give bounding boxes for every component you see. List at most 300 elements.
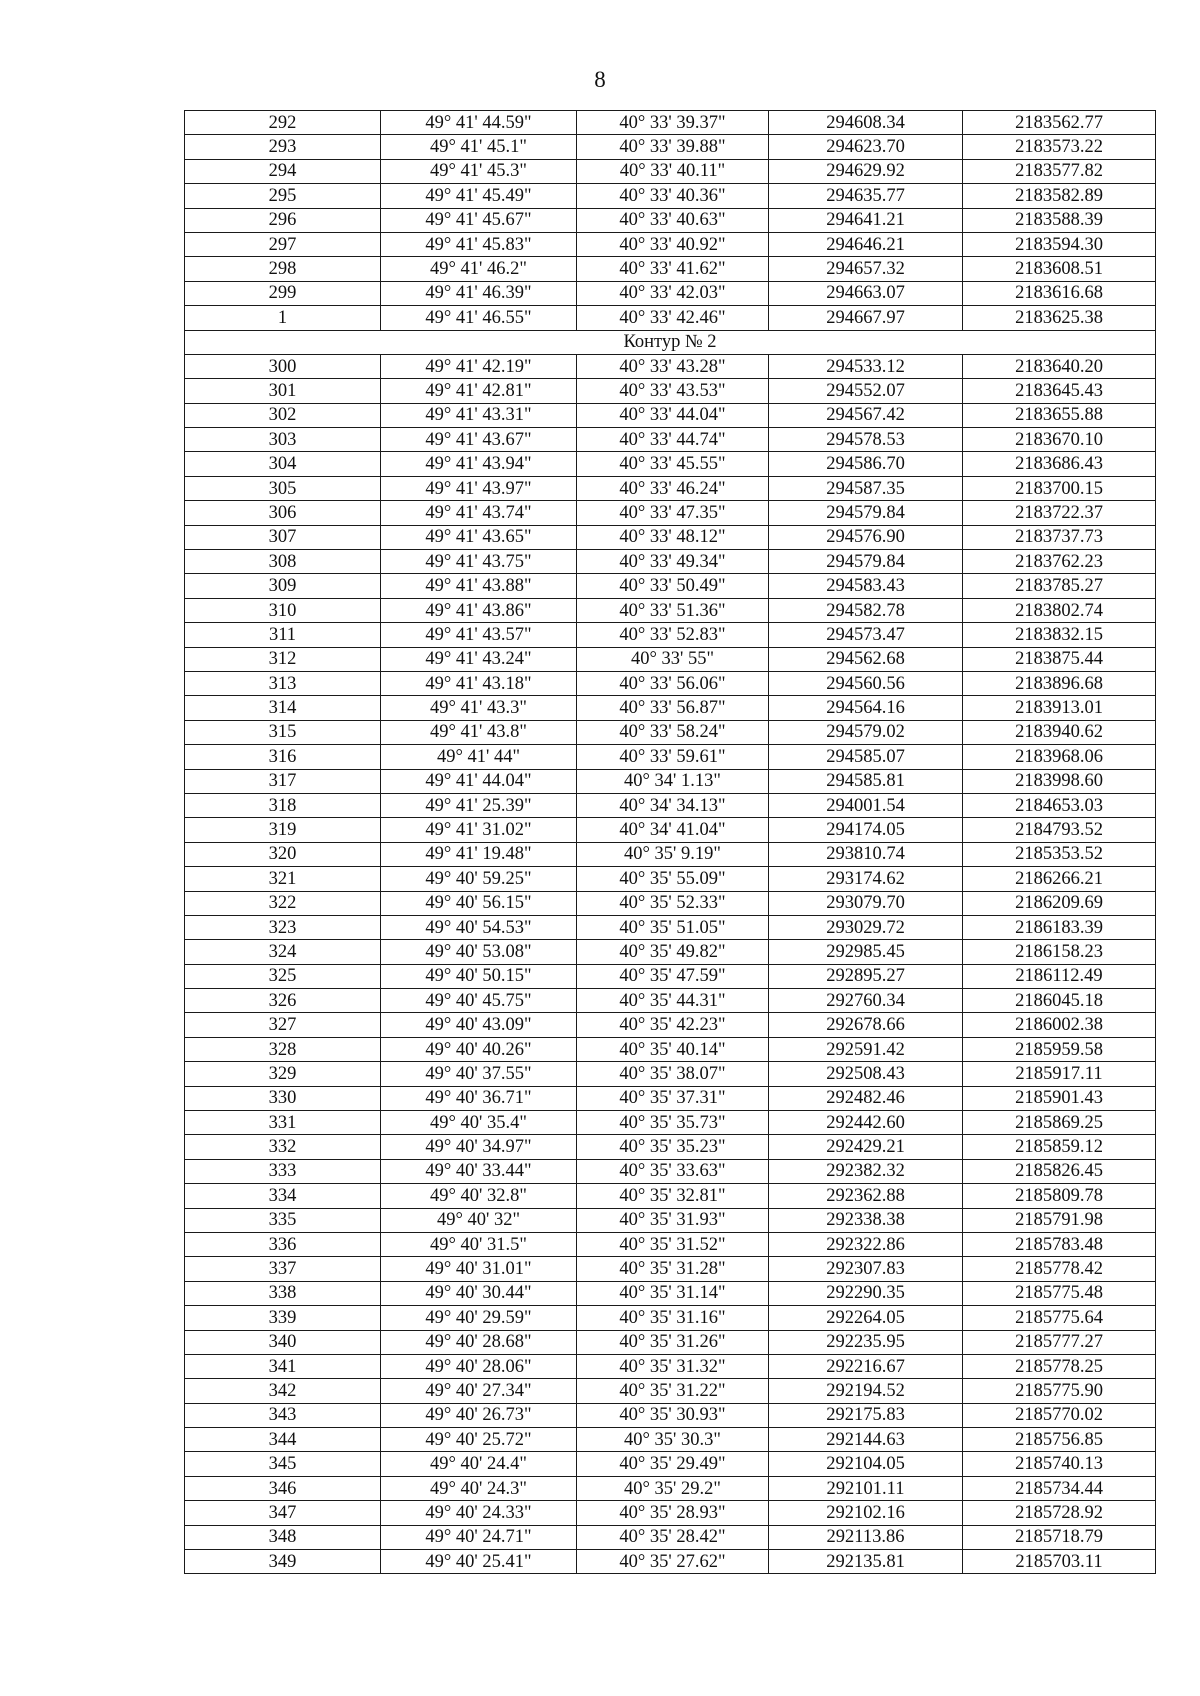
latitude-cell: 49° 41' 43.86" <box>381 598 577 622</box>
longitude-cell: 40° 33' 55" <box>577 647 769 671</box>
longitude-cell: 40° 35' 31.16" <box>577 1306 769 1330</box>
latitude-cell: 49° 41' 45.67" <box>381 208 577 232</box>
coord-y-cell: 2183573.22 <box>963 135 1156 159</box>
point-number-cell: 295 <box>185 184 381 208</box>
latitude-cell: 49° 41' 46.55" <box>381 306 577 330</box>
coord-x-cell: 292678.66 <box>769 1013 963 1037</box>
coord-y-cell: 2185718.79 <box>963 1525 1156 1549</box>
latitude-cell: 49° 41' 43.57" <box>381 623 577 647</box>
coord-x-cell: 294564.16 <box>769 696 963 720</box>
latitude-cell: 49° 40' 31.01" <box>381 1257 577 1281</box>
table-row <box>185 1281 1156 1305</box>
coord-y-cell: 2185775.90 <box>963 1379 1156 1403</box>
latitude-cell: 49° 41' 19.48" <box>381 842 577 866</box>
table-row <box>185 1501 1156 1525</box>
longitude-cell: 40° 35' 31.32" <box>577 1354 769 1378</box>
longitude-cell: 40° 35' 32.81" <box>577 1184 769 1208</box>
latitude-cell: 49° 40' 30.44" <box>381 1281 577 1305</box>
coord-y-cell: 2183670.10 <box>963 428 1156 452</box>
point-number-cell: 309 <box>185 574 381 598</box>
longitude-cell: 40° 35' 27.62" <box>577 1550 769 1574</box>
table-row <box>185 1159 1156 1183</box>
coord-x-cell: 294174.05 <box>769 818 963 842</box>
section-label: Контур № 2 <box>185 330 1156 354</box>
latitude-cell: 49° 40' 40.26" <box>381 1037 577 1061</box>
coord-x-cell: 294001.54 <box>769 793 963 817</box>
latitude-cell: 49° 40' 31.5" <box>381 1232 577 1256</box>
point-number-cell: 341 <box>185 1354 381 1378</box>
longitude-cell: 40° 35' 31.26" <box>577 1330 769 1354</box>
point-number-cell: 320 <box>185 842 381 866</box>
longitude-cell: 40° 35' 55.09" <box>577 867 769 891</box>
coord-x-cell: 292508.43 <box>769 1062 963 1086</box>
coord-x-cell: 294635.77 <box>769 184 963 208</box>
coord-x-cell: 293029.72 <box>769 915 963 939</box>
latitude-cell: 49° 40' 43.09" <box>381 1013 577 1037</box>
table-row <box>185 915 1156 939</box>
coord-x-cell: 294567.42 <box>769 403 963 427</box>
table-row <box>185 647 1156 671</box>
coord-x-cell: 294623.70 <box>769 135 963 159</box>
coord-y-cell: 2186209.69 <box>963 891 1156 915</box>
coord-y-cell: 2186112.49 <box>963 964 1156 988</box>
coord-y-cell: 2185778.25 <box>963 1354 1156 1378</box>
coord-y-cell: 2183645.43 <box>963 379 1156 403</box>
table-row <box>185 379 1156 403</box>
coord-x-cell: 294583.43 <box>769 574 963 598</box>
longitude-cell: 40° 33' 42.46" <box>577 306 769 330</box>
coord-y-cell: 2183913.01 <box>963 696 1156 720</box>
latitude-cell: 49° 41' 43.67" <box>381 428 577 452</box>
longitude-cell: 40° 35' 29.49" <box>577 1452 769 1476</box>
longitude-cell: 40° 35' 51.05" <box>577 915 769 939</box>
latitude-cell: 49° 40' 45.75" <box>381 989 577 1013</box>
table-row <box>185 135 1156 159</box>
latitude-cell: 49° 40' 32" <box>381 1208 577 1232</box>
coord-y-cell: 2183562.77 <box>963 111 1156 135</box>
point-number-cell: 334 <box>185 1184 381 1208</box>
point-number-cell: 1 <box>185 306 381 330</box>
table-row <box>185 1257 1156 1281</box>
coord-x-cell: 294579.84 <box>769 501 963 525</box>
coord-y-cell: 2186002.38 <box>963 1013 1156 1037</box>
coord-y-cell: 2185770.02 <box>963 1403 1156 1427</box>
point-number-cell: 321 <box>185 867 381 891</box>
coord-x-cell: 294585.81 <box>769 769 963 793</box>
point-number-cell: 347 <box>185 1501 381 1525</box>
point-number-cell: 331 <box>185 1111 381 1135</box>
coord-x-cell: 294667.97 <box>769 306 963 330</box>
latitude-cell: 49° 40' 53.08" <box>381 940 577 964</box>
longitude-cell: 40° 35' 38.07" <box>577 1062 769 1086</box>
table-row <box>185 257 1156 281</box>
coord-x-cell: 294578.53 <box>769 428 963 452</box>
coord-x-cell: 293174.62 <box>769 867 963 891</box>
page-number: 8 <box>594 67 606 92</box>
longitude-cell: 40° 35' 30.93" <box>577 1403 769 1427</box>
longitude-cell: 40° 35' 9.19" <box>577 842 769 866</box>
longitude-cell: 40° 33' 43.28" <box>577 354 769 378</box>
longitude-cell: 40° 33' 49.34" <box>577 550 769 574</box>
coord-y-cell: 2185353.52 <box>963 842 1156 866</box>
longitude-cell: 40° 33' 48.12" <box>577 525 769 549</box>
table-row <box>185 306 1156 330</box>
coord-y-cell: 2183640.20 <box>963 354 1156 378</box>
latitude-cell: 49° 40' 56.15" <box>381 891 577 915</box>
table-row <box>185 867 1156 891</box>
table-row <box>185 208 1156 232</box>
point-number-cell: 326 <box>185 989 381 1013</box>
longitude-cell: 40° 35' 29.2" <box>577 1476 769 1500</box>
point-number-cell: 311 <box>185 623 381 647</box>
point-number-cell: 307 <box>185 525 381 549</box>
coord-y-cell: 2183577.82 <box>963 159 1156 183</box>
rows-contour-2 <box>185 354 1156 1574</box>
table-row <box>185 574 1156 598</box>
longitude-cell: 40° 35' 40.14" <box>577 1037 769 1061</box>
coord-y-cell: 2185791.98 <box>963 1208 1156 1232</box>
coord-y-cell: 2183968.06 <box>963 745 1156 769</box>
table-row <box>185 1306 1156 1330</box>
coord-x-cell: 292442.60 <box>769 1111 963 1135</box>
coord-y-cell: 2185783.48 <box>963 1232 1156 1256</box>
table-row <box>185 525 1156 549</box>
table-row <box>185 1476 1156 1500</box>
point-number-cell: 337 <box>185 1257 381 1281</box>
latitude-cell: 49° 41' 43.75" <box>381 550 577 574</box>
point-number-cell: 338 <box>185 1281 381 1305</box>
coord-y-cell: 2185703.11 <box>963 1550 1156 1574</box>
point-number-cell: 330 <box>185 1086 381 1110</box>
coord-x-cell: 292985.45 <box>769 940 963 964</box>
latitude-cell: 49° 40' 35.4" <box>381 1111 577 1135</box>
point-number-cell: 317 <box>185 769 381 793</box>
coord-x-cell: 292382.32 <box>769 1159 963 1183</box>
longitude-cell: 40° 33' 50.49" <box>577 574 769 598</box>
point-number-cell: 306 <box>185 501 381 525</box>
coord-x-cell: 294582.78 <box>769 598 963 622</box>
coord-y-cell: 2185775.64 <box>963 1306 1156 1330</box>
latitude-cell: 49° 40' 36.71" <box>381 1086 577 1110</box>
latitude-cell: 49° 41' 43.74" <box>381 501 577 525</box>
latitude-cell: 49° 41' 25.39" <box>381 793 577 817</box>
longitude-cell: 40° 33' 40.92" <box>577 232 769 256</box>
latitude-cell: 49° 41' 31.02" <box>381 818 577 842</box>
latitude-cell: 49° 40' 24.71" <box>381 1525 577 1549</box>
latitude-cell: 49° 40' 37.55" <box>381 1062 577 1086</box>
latitude-cell: 49° 41' 43.31" <box>381 403 577 427</box>
section-row <box>185 330 1156 354</box>
coord-x-cell: 294587.35 <box>769 476 963 500</box>
latitude-cell: 49° 41' 43.97" <box>381 476 577 500</box>
coord-y-cell: 2183594.30 <box>963 232 1156 256</box>
latitude-cell: 49° 40' 28.06" <box>381 1354 577 1378</box>
coord-x-cell: 294586.70 <box>769 452 963 476</box>
coord-x-cell: 292113.86 <box>769 1525 963 1549</box>
latitude-cell: 49° 40' 29.59" <box>381 1306 577 1330</box>
table-row <box>185 354 1156 378</box>
table-row <box>185 1111 1156 1135</box>
longitude-cell: 40° 35' 35.23" <box>577 1135 769 1159</box>
longitude-cell: 40° 35' 30.3" <box>577 1428 769 1452</box>
longitude-cell: 40° 33' 51.36" <box>577 598 769 622</box>
coord-x-cell: 294533.12 <box>769 354 963 378</box>
point-number-cell: 339 <box>185 1306 381 1330</box>
point-number-cell: 322 <box>185 891 381 915</box>
coord-x-cell: 292194.52 <box>769 1379 963 1403</box>
point-number-cell: 343 <box>185 1403 381 1427</box>
latitude-cell: 49° 40' 24.33" <box>381 1501 577 1525</box>
coord-x-cell: 292307.83 <box>769 1257 963 1281</box>
latitude-cell: 49° 40' 34.97" <box>381 1135 577 1159</box>
point-number-cell: 336 <box>185 1232 381 1256</box>
table-row <box>185 111 1156 135</box>
coord-y-cell: 2183875.44 <box>963 647 1156 671</box>
coord-y-cell: 2183588.39 <box>963 208 1156 232</box>
table-row <box>185 769 1156 793</box>
longitude-cell: 40° 33' 40.11" <box>577 159 769 183</box>
coord-x-cell: 292760.34 <box>769 989 963 1013</box>
coord-y-cell: 2185869.25 <box>963 1111 1156 1135</box>
point-number-cell: 344 <box>185 1428 381 1452</box>
coord-x-cell: 292338.38 <box>769 1208 963 1232</box>
longitude-cell: 40° 35' 28.93" <box>577 1501 769 1525</box>
table-row <box>185 671 1156 695</box>
longitude-cell: 40° 35' 31.93" <box>577 1208 769 1232</box>
point-number-cell: 294 <box>185 159 381 183</box>
point-number-cell: 304 <box>185 452 381 476</box>
coord-y-cell: 2186045.18 <box>963 989 1156 1013</box>
coord-x-cell: 292362.88 <box>769 1184 963 1208</box>
longitude-cell: 40° 35' 37.31" <box>577 1086 769 1110</box>
table-row <box>185 1330 1156 1354</box>
point-number-cell: 319 <box>185 818 381 842</box>
coord-x-cell: 292591.42 <box>769 1037 963 1061</box>
table-row <box>185 1403 1156 1427</box>
latitude-cell: 49° 41' 45.1" <box>381 135 577 159</box>
longitude-cell: 40° 34' 34.13" <box>577 793 769 817</box>
coord-x-cell: 294579.02 <box>769 720 963 744</box>
table-row <box>185 1525 1156 1549</box>
coord-y-cell: 2185809.78 <box>963 1184 1156 1208</box>
point-number-cell: 316 <box>185 745 381 769</box>
coordinates-table <box>184 110 1156 1574</box>
latitude-cell: 49° 41' 44" <box>381 745 577 769</box>
latitude-cell: 49° 41' 43.65" <box>381 525 577 549</box>
coord-y-cell: 2184653.03 <box>963 793 1156 817</box>
longitude-cell: 40° 33' 46.24" <box>577 476 769 500</box>
point-number-cell: 345 <box>185 1452 381 1476</box>
longitude-cell: 40° 33' 44.74" <box>577 428 769 452</box>
coord-x-cell: 294562.68 <box>769 647 963 671</box>
point-number-cell: 303 <box>185 428 381 452</box>
longitude-cell: 40° 33' 45.55" <box>577 452 769 476</box>
point-number-cell: 300 <box>185 354 381 378</box>
coord-x-cell: 292235.95 <box>769 1330 963 1354</box>
table-row <box>185 452 1156 476</box>
coord-y-cell: 2183998.60 <box>963 769 1156 793</box>
table-row <box>185 720 1156 744</box>
latitude-cell: 49° 40' 59.25" <box>381 867 577 891</box>
coord-y-cell: 2183655.88 <box>963 403 1156 427</box>
point-number-cell: 296 <box>185 208 381 232</box>
longitude-cell: 40° 35' 31.14" <box>577 1281 769 1305</box>
point-number-cell: 335 <box>185 1208 381 1232</box>
table-row <box>185 184 1156 208</box>
coord-y-cell: 2186266.21 <box>963 867 1156 891</box>
table-row <box>185 1452 1156 1476</box>
coord-x-cell: 294560.56 <box>769 671 963 695</box>
longitude-cell: 40° 33' 39.37" <box>577 111 769 135</box>
latitude-cell: 49° 41' 44.04" <box>381 769 577 793</box>
rows-contour-1 <box>185 111 1156 331</box>
coord-y-cell: 2185917.11 <box>963 1062 1156 1086</box>
latitude-cell: 49° 41' 43.3" <box>381 696 577 720</box>
longitude-cell: 40° 35' 31.52" <box>577 1232 769 1256</box>
table-row <box>185 476 1156 500</box>
point-number-cell: 299 <box>185 281 381 305</box>
latitude-cell: 49° 40' 24.4" <box>381 1452 577 1476</box>
coord-y-cell: 2183802.74 <box>963 598 1156 622</box>
longitude-cell: 40° 33' 58.24" <box>577 720 769 744</box>
coord-y-cell: 2183832.15 <box>963 623 1156 647</box>
table-row <box>185 1184 1156 1208</box>
table-row <box>185 1062 1156 1086</box>
coord-y-cell: 2185775.48 <box>963 1281 1156 1305</box>
latitude-cell: 49° 41' 45.83" <box>381 232 577 256</box>
table-row <box>185 598 1156 622</box>
longitude-cell: 40° 35' 52.33" <box>577 891 769 915</box>
section-header <box>185 330 1156 354</box>
point-number-cell: 297 <box>185 232 381 256</box>
point-number-cell: 315 <box>185 720 381 744</box>
point-number-cell: 329 <box>185 1062 381 1086</box>
table-row <box>185 428 1156 452</box>
table-row <box>185 745 1156 769</box>
coord-y-cell: 2183722.37 <box>963 501 1156 525</box>
coord-x-cell: 294663.07 <box>769 281 963 305</box>
longitude-cell: 40° 33' 40.36" <box>577 184 769 208</box>
coord-x-cell: 294573.47 <box>769 623 963 647</box>
latitude-cell: 49° 40' 33.44" <box>381 1159 577 1183</box>
coord-x-cell: 294585.07 <box>769 745 963 769</box>
table-row <box>185 232 1156 256</box>
point-number-cell: 328 <box>185 1037 381 1061</box>
point-number-cell: 301 <box>185 379 381 403</box>
coord-y-cell: 2185756.85 <box>963 1428 1156 1452</box>
longitude-cell: 40° 33' 42.03" <box>577 281 769 305</box>
latitude-cell: 49° 40' 24.3" <box>381 1476 577 1500</box>
point-number-cell: 318 <box>185 793 381 817</box>
point-number-cell: 349 <box>185 1550 381 1574</box>
coord-x-cell: 292264.05 <box>769 1306 963 1330</box>
coord-x-cell: 292895.27 <box>769 964 963 988</box>
coord-x-cell: 292482.46 <box>769 1086 963 1110</box>
point-number-cell: 323 <box>185 915 381 939</box>
latitude-cell: 49° 41' 46.39" <box>381 281 577 305</box>
latitude-cell: 49° 40' 26.73" <box>381 1403 577 1427</box>
coord-x-cell: 292322.86 <box>769 1232 963 1256</box>
latitude-cell: 49° 41' 45.49" <box>381 184 577 208</box>
point-number-cell: 332 <box>185 1135 381 1159</box>
longitude-cell: 40° 35' 42.23" <box>577 1013 769 1037</box>
coord-x-cell: 294576.90 <box>769 525 963 549</box>
table-row <box>185 964 1156 988</box>
table-row <box>185 818 1156 842</box>
coord-x-cell: 292101.11 <box>769 1476 963 1500</box>
longitude-cell: 40° 35' 44.31" <box>577 989 769 1013</box>
longitude-cell: 40° 35' 31.28" <box>577 1257 769 1281</box>
coord-y-cell: 2183616.68 <box>963 281 1156 305</box>
latitude-cell: 49° 41' 42.81" <box>381 379 577 403</box>
coord-x-cell: 292290.35 <box>769 1281 963 1305</box>
latitude-cell: 49° 41' 43.88" <box>381 574 577 598</box>
longitude-cell: 40° 35' 49.82" <box>577 940 769 964</box>
coord-x-cell: 293810.74 <box>769 842 963 866</box>
coord-y-cell: 2185859.12 <box>963 1135 1156 1159</box>
coord-x-cell: 294579.84 <box>769 550 963 574</box>
longitude-cell: 40° 33' 52.83" <box>577 623 769 647</box>
table-row <box>185 940 1156 964</box>
latitude-cell: 49° 40' 54.53" <box>381 915 577 939</box>
coord-x-cell: 292102.16 <box>769 1501 963 1525</box>
latitude-cell: 49° 40' 32.8" <box>381 1184 577 1208</box>
coord-y-cell: 2183737.73 <box>963 525 1156 549</box>
point-number-cell: 312 <box>185 647 381 671</box>
table-row <box>185 793 1156 817</box>
coord-x-cell: 292216.67 <box>769 1354 963 1378</box>
table-row <box>185 1550 1156 1574</box>
latitude-cell: 49° 41' 46.2" <box>381 257 577 281</box>
table-row <box>185 1086 1156 1110</box>
coord-y-cell: 2185901.43 <box>963 1086 1156 1110</box>
coord-y-cell: 2183608.51 <box>963 257 1156 281</box>
coord-y-cell: 2184793.52 <box>963 818 1156 842</box>
table-row <box>185 623 1156 647</box>
latitude-cell: 49° 40' 25.72" <box>381 1428 577 1452</box>
coord-x-cell: 292175.83 <box>769 1403 963 1427</box>
latitude-cell: 49° 41' 43.18" <box>381 671 577 695</box>
table-row <box>185 1135 1156 1159</box>
coord-x-cell: 294552.07 <box>769 379 963 403</box>
latitude-cell: 49° 41' 45.3" <box>381 159 577 183</box>
coord-x-cell: 292144.63 <box>769 1428 963 1452</box>
coord-x-cell: 294641.21 <box>769 208 963 232</box>
longitude-cell: 40° 33' 40.63" <box>577 208 769 232</box>
latitude-cell: 49° 40' 27.34" <box>381 1379 577 1403</box>
longitude-cell: 40° 33' 39.88" <box>577 135 769 159</box>
longitude-cell: 40° 33' 41.62" <box>577 257 769 281</box>
table-row <box>185 1354 1156 1378</box>
coord-y-cell: 2183582.89 <box>963 184 1156 208</box>
longitude-cell: 40° 35' 28.42" <box>577 1525 769 1549</box>
table-row <box>185 550 1156 574</box>
coord-y-cell: 2185740.13 <box>963 1452 1156 1476</box>
coord-x-cell: 292104.05 <box>769 1452 963 1476</box>
table-row <box>185 1037 1156 1061</box>
table-row <box>185 403 1156 427</box>
coord-y-cell: 2185734.44 <box>963 1476 1156 1500</box>
longitude-cell: 40° 35' 47.59" <box>577 964 769 988</box>
table-row <box>185 281 1156 305</box>
coord-y-cell: 2185728.92 <box>963 1501 1156 1525</box>
coord-y-cell: 2183896.68 <box>963 671 1156 695</box>
point-number-cell: 314 <box>185 696 381 720</box>
coord-x-cell: 294629.92 <box>769 159 963 183</box>
latitude-cell: 49° 41' 44.59" <box>381 111 577 135</box>
point-number-cell: 292 <box>185 111 381 135</box>
coord-y-cell: 2183686.43 <box>963 452 1156 476</box>
